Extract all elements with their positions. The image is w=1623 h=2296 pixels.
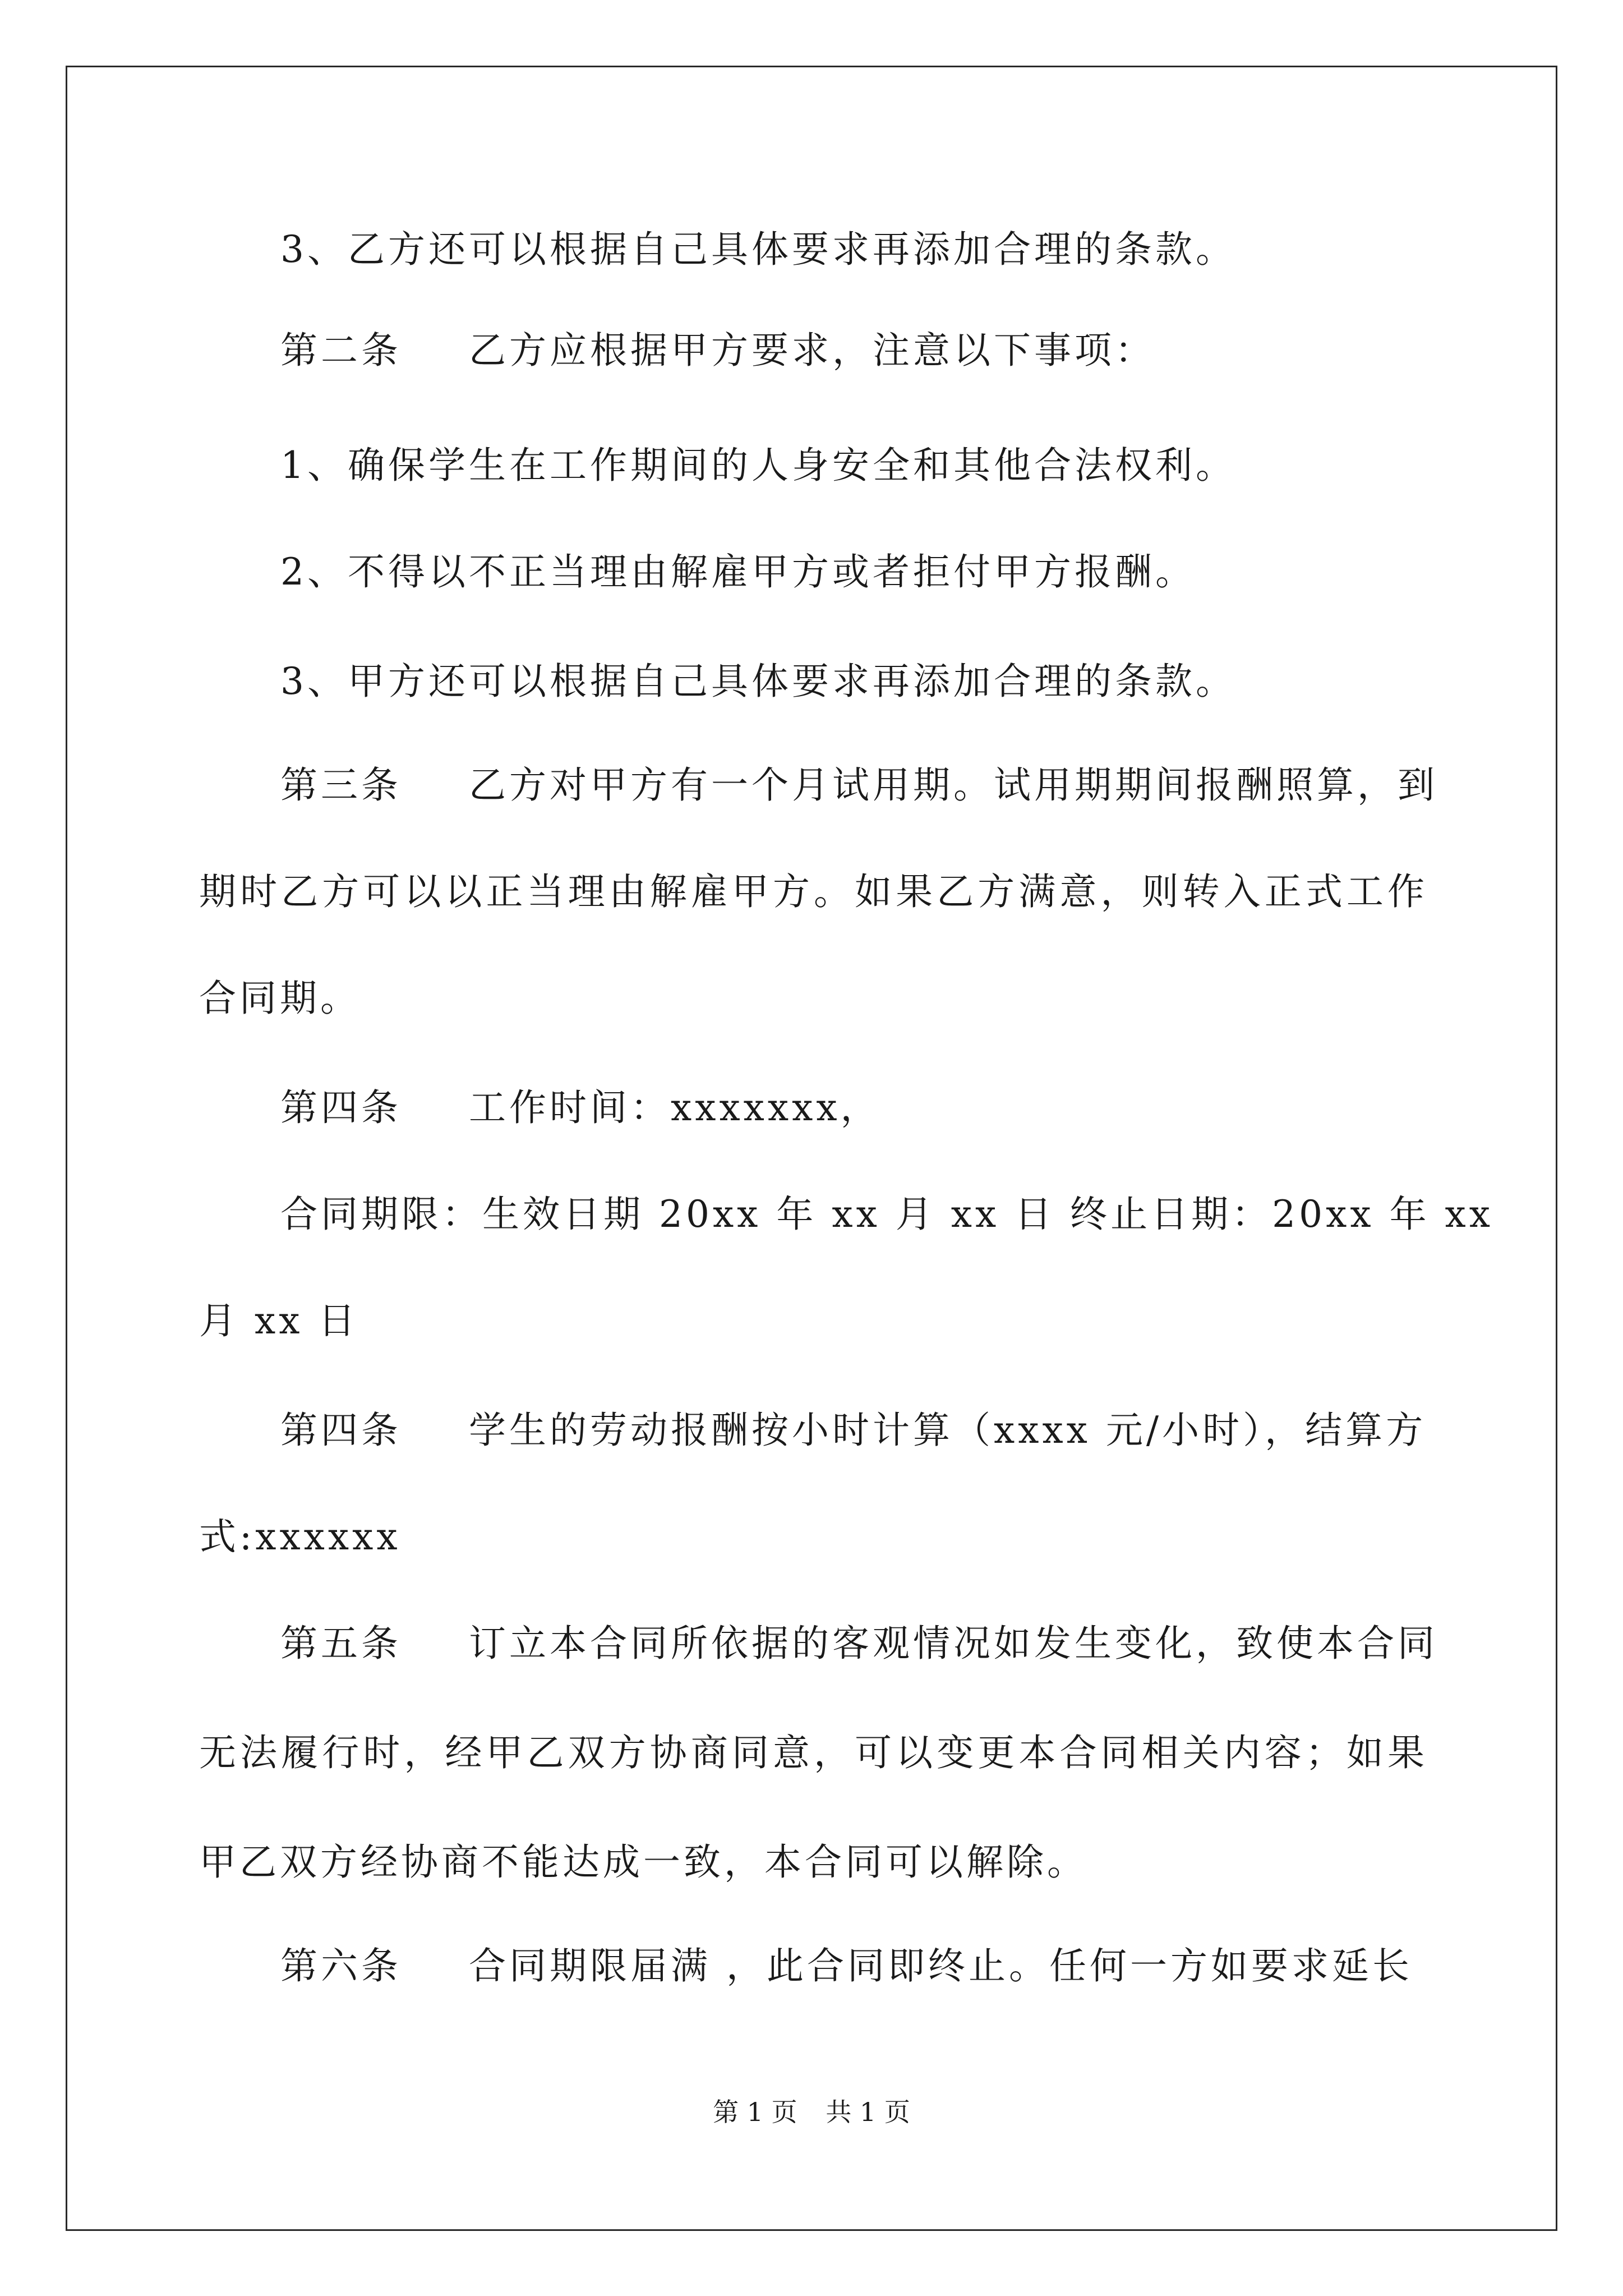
- clause-heading-4: [199, 1085, 1424, 1130]
- clause-number: 第五条: [280, 1622, 402, 1665]
- line-text: 月 xx 日: [199, 1299, 359, 1342]
- paragraph-line: [199, 1299, 1424, 1343]
- paragraph-line: [199, 443, 1424, 488]
- clause-text: 订立本合同所依据的客观情况如发生变化，致使本合同: [469, 1622, 1438, 1665]
- page-border: [66, 66, 1557, 2231]
- clause-number: 第四条: [280, 1086, 402, 1129]
- paragraph-line: [199, 1731, 1424, 1775]
- line-text: 合同期限：生效日期 20xx 年 xx 月 xx 日 终止日期：20xx 年 xx: [280, 1193, 1493, 1236]
- paragraph-line: [199, 976, 1424, 1021]
- page-number: 第 1 页: [713, 2097, 797, 2127]
- paragraph-line: [199, 1192, 1493, 1237]
- clause-heading-2: [199, 328, 1424, 373]
- clause-number: 第二条: [280, 329, 402, 372]
- paragraph-line: [199, 869, 1424, 914]
- clause-text: 学生的劳动报酬按小时计算（xxxx 元/小时），结算方: [469, 1409, 1427, 1452]
- line-text: 1、确保学生在工作期间的人身安全和其他合法权利。: [280, 444, 1236, 487]
- clause-heading-5: [199, 1621, 1438, 1666]
- clause-heading-4b: [199, 1408, 1427, 1453]
- page-footer: [0, 2095, 1623, 2129]
- clause-text: 工作时间：xxxxxxx，: [469, 1086, 881, 1129]
- paragraph-line: [199, 550, 1424, 595]
- clause-text: 乙方应根据甲方要求，注意以下事项：: [469, 329, 1155, 372]
- clause-text: 合同期限届满 ，此合同即终止。任何一方如要求延长: [469, 1944, 1413, 1987]
- page-count: 共 1 页: [826, 2097, 910, 2127]
- clause-heading-3: [199, 763, 1438, 808]
- clause-heading-6: [199, 1944, 1424, 1989]
- line-text: 式:xxxxxx: [199, 1515, 401, 1558]
- line-text: 期时乙方可以以正当理由解雇甲方。如果乙方满意，则转入正式工作: [199, 870, 1424, 913]
- paragraph-line: [199, 1515, 1424, 1559]
- line-text: 2、不得以不正当理由解雇甲方或者拒付甲方报酬。: [280, 550, 1196, 593]
- paragraph-line: [199, 659, 1424, 704]
- clause-number: 第六条: [280, 1944, 402, 1987]
- paragraph-line: [199, 1840, 1424, 1885]
- clause-number: 第三条: [280, 763, 402, 807]
- line-text: 3、甲方还可以根据自己具体要求再添加合理的条款。: [280, 660, 1236, 703]
- line-text: 无法履行时，经甲乙双方协商同意，可以变更本合同相关内容；如果: [199, 1731, 1424, 1774]
- clause-text: 乙方对甲方有一个月试用期。试用期期间报酬照算，到: [469, 763, 1438, 807]
- line-text: 3、乙方还可以根据自己具体要求再添加合理的条款。: [280, 228, 1236, 271]
- line-text: 合同期。: [199, 977, 361, 1020]
- line-text: 甲乙双方经协商不能达成一致，本合同可以解除。: [199, 1841, 1087, 1884]
- clause-number: 第四条: [280, 1409, 402, 1452]
- paragraph-line: [199, 227, 1424, 272]
